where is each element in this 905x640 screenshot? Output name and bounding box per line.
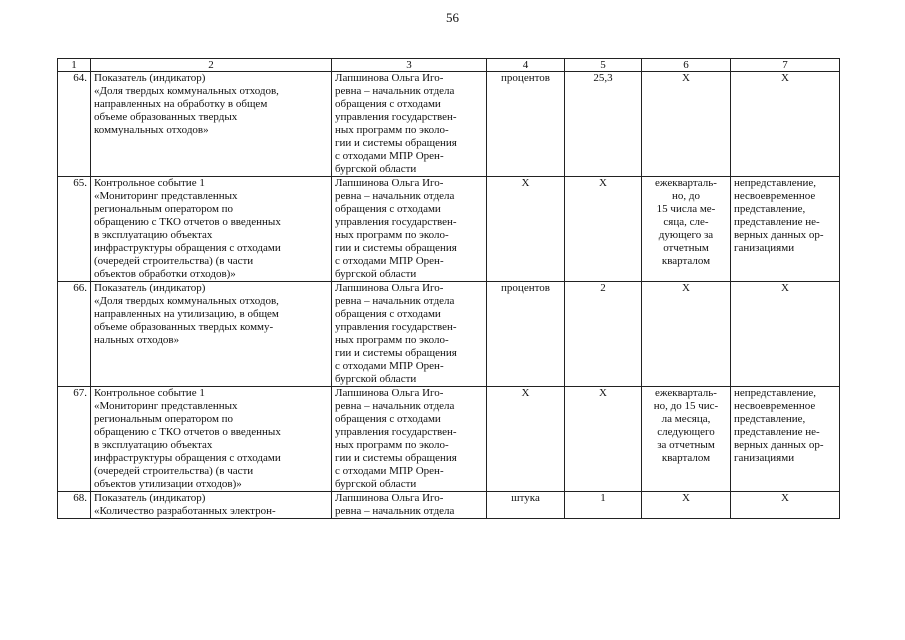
unit: Х: [487, 387, 565, 492]
row-number: 66.: [58, 282, 91, 387]
indicator-name: Показатель (индикатор) «Количество разработанных электрон-: [91, 492, 332, 519]
note: Х: [731, 282, 840, 387]
table-row: [58, 492, 840, 519]
header-row: [58, 59, 840, 72]
period: Х: [642, 72, 731, 177]
period: Х: [642, 282, 731, 387]
header-col-1: 1: [58, 59, 91, 72]
period: ежекварталь- но, до 15 чис- ла месяца, следующего за отчетным кварталом: [642, 387, 731, 492]
responsible-person: Лапшинова Ольга Иго- ревна – начальник отдела обращения с отходами управления государствен- ных программ по эколо- гии и системы обращения с отходами МПР Орен- бургской области: [332, 177, 487, 282]
unit: Х: [487, 177, 565, 282]
table-body: [58, 72, 840, 519]
period: Х: [642, 492, 731, 519]
header-col-2: 2: [91, 59, 332, 72]
note: Х: [731, 72, 840, 177]
header-col-4: 4: [487, 59, 565, 72]
unit: штука: [487, 492, 565, 519]
row-number: 68.: [58, 492, 91, 519]
value: Х: [565, 177, 642, 282]
responsible-person: Лапшинова Ольга Иго- ревна – начальник отдела обращения с отходами управления государствен- ных программ по эколо- гии и системы обращения с отходами МПР Орен- бургской области: [332, 282, 487, 387]
row-number: 65.: [58, 177, 91, 282]
row-number: 64.: [58, 72, 91, 177]
indicator-name: Контрольное событие 1 «Мониторинг представленных региональным оператором по обращению с ТКО отчетов о введенных в эксплуатацию объектах инфраструктуры обращения с отходами (очередей строительства) (в части объектов обработки отходов)»: [91, 177, 332, 282]
period: ежекварталь- но, до 15 числа ме- сяца, сле- дующего за отчетным кварталом: [642, 177, 731, 282]
indicator-name: Контрольное событие 1 «Мониторинг представленных региональным оператором по обращению с ТКО отчетов о введенных в эксплуатацию объектах инфраструктуры обращения с отходами (очередей строительства) (в части объектов утилизации отходов)»: [91, 387, 332, 492]
unit: процентов: [487, 72, 565, 177]
value: 25,3: [565, 72, 642, 177]
header-col-5: 5: [565, 59, 642, 72]
page-number: 56: [446, 10, 459, 25]
table-row: [58, 387, 840, 492]
value: 2: [565, 282, 642, 387]
header-col-3: 3: [332, 59, 487, 72]
unit: процентов: [487, 282, 565, 387]
table-header: [58, 59, 840, 72]
indicators-table: [57, 58, 840, 519]
header-col-6: 6: [642, 59, 731, 72]
indicator-name: Показатель (индикатор) «Доля твердых коммунальных отходов, направленных на обработку в общем объеме образованных твердых коммунальных отходов»: [91, 72, 332, 177]
header-col-7: 7: [731, 59, 840, 72]
row-number: 67.: [58, 387, 91, 492]
note: непредставление, несвоевременное представление, представление не- верных данных ор- ганизациями: [731, 387, 840, 492]
note: Х: [731, 492, 840, 519]
table-row: [58, 282, 840, 387]
responsible-person: Лапшинова Ольга Иго- ревна – начальник отдела: [332, 492, 487, 519]
responsible-person: Лапшинова Ольга Иго- ревна – начальник отдела обращения с отходами управления государствен- ных программ по эколо- гии и системы обращения с отходами МПР Орен- бургской области: [332, 72, 487, 177]
note: непредставление, несвоевременное представление, представление не- верных данных ор- ганизациями: [731, 177, 840, 282]
table-row: [58, 177, 840, 282]
value: Х: [565, 387, 642, 492]
indicator-name: Показатель (индикатор) «Доля твердых коммунальных отходов, направленных на утилизацию, в общем объеме образованных твердых комму- нальных отходов»: [91, 282, 332, 387]
value: 1: [565, 492, 642, 519]
table-row: [58, 72, 840, 177]
responsible-person: Лапшинова Ольга Иго- ревна – начальник отдела обращения с отходами управления государствен- ных программ по эколо- гии и системы обращения с отходами МПР Орен- бургской области: [332, 387, 487, 492]
